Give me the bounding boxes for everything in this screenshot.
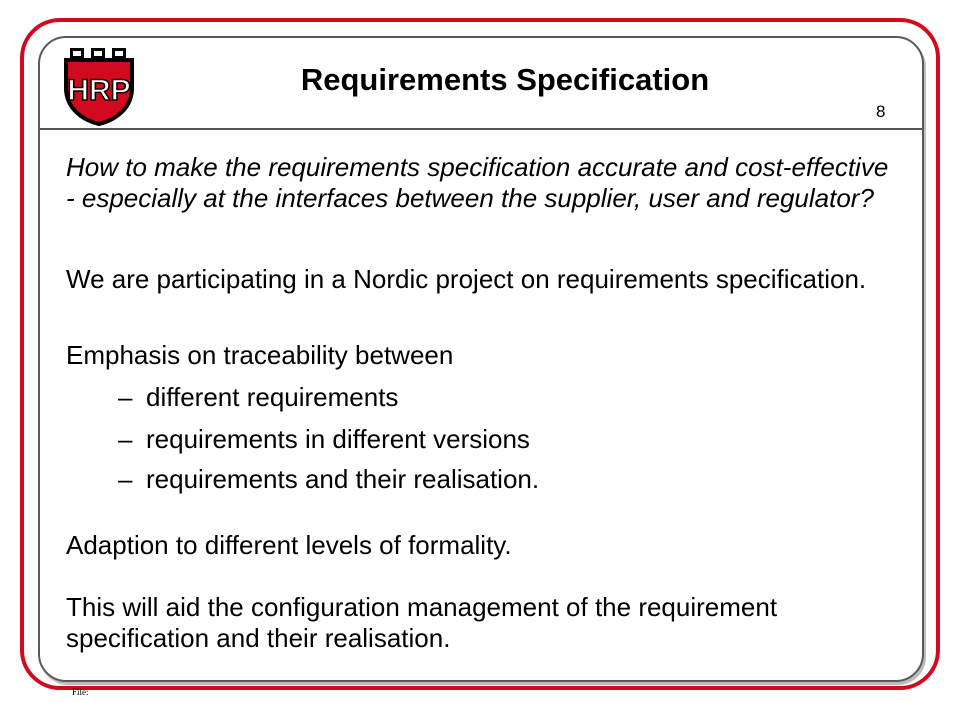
adaption-text: Adaption to different levels of formality. bbox=[66, 530, 512, 560]
sub-item-text: requirements and their realisation. bbox=[146, 464, 540, 494]
dash: – bbox=[118, 382, 133, 412]
header-divider bbox=[40, 128, 922, 130]
sub-item-text: requirements in different versions bbox=[146, 424, 530, 454]
sub-item-text: different requirements bbox=[146, 382, 399, 412]
dash: – bbox=[118, 424, 133, 454]
sub-item-1 bbox=[118, 382, 878, 413]
aid-text: This will aid the configuration management of the requirement specification and their realisation. bbox=[66, 592, 778, 653]
emphasis-text: Emphasis on traceability between bbox=[66, 340, 454, 370]
dash: – bbox=[118, 464, 133, 494]
logo-text: HRP bbox=[67, 74, 131, 107]
file-label: File: bbox=[72, 687, 89, 697]
sub-item-3 bbox=[118, 464, 878, 495]
page-number: 8 bbox=[876, 102, 886, 121]
hrp-logo-icon bbox=[58, 44, 140, 126]
slide-title: Requirements Specification bbox=[300, 62, 710, 97]
intro-question: How to make the requirements specification accurate and cost-effective - especially at the interfaces between the supplier, user and regulator? bbox=[66, 152, 889, 213]
participation-text: We are participating in a Nordic project on requirements specification. bbox=[66, 264, 867, 294]
sub-item-2 bbox=[118, 424, 878, 455]
